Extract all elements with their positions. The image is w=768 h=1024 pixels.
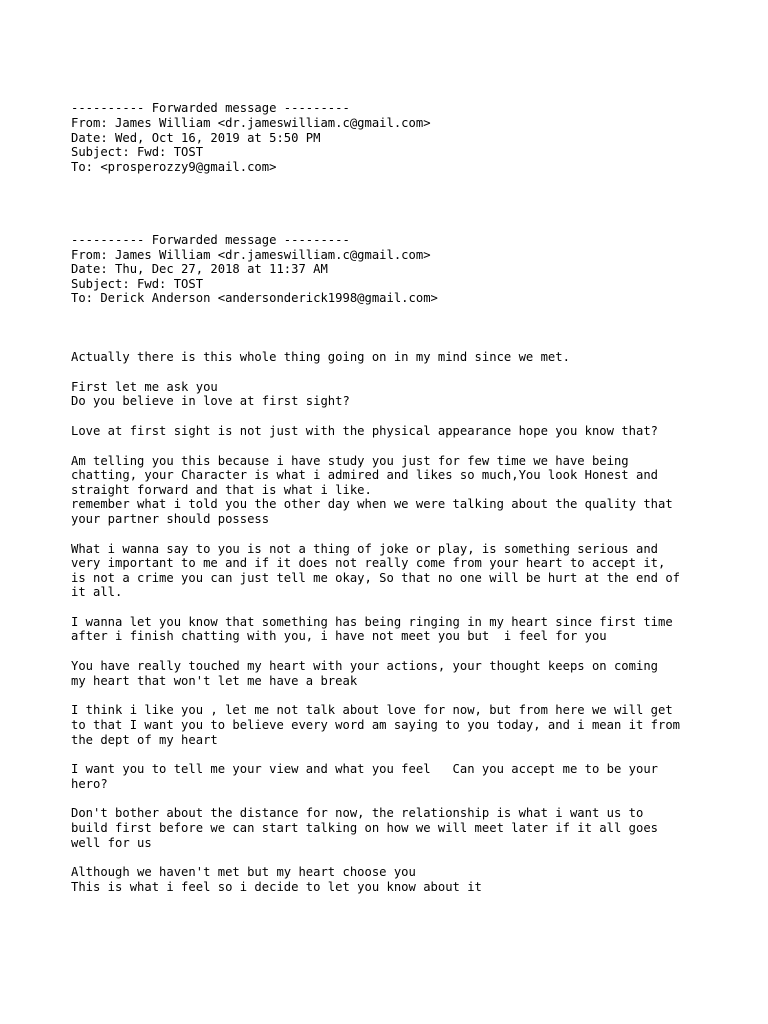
body-line: First let me ask you <box>71 380 218 394</box>
body-line: build first before we can start talking on how we will meet later if it all goes <box>71 821 658 835</box>
from-line: From: James William <dr.jameswilliam.c@gmail.com> <box>71 248 431 262</box>
body-line: chatting, your Character is what i admired and likes so much,You look Honest and <box>71 468 658 482</box>
body-line: Actually there is this whole thing going on in my mind since we met. <box>71 350 570 364</box>
body-line: Am telling you this because i have study you just for few time we have being <box>71 454 629 468</box>
body-line: after i finish chatting with you, i have not meet you but i feel for you <box>71 629 607 643</box>
body-line: to that I want you to believe every word am saying to you today, and i mean it from <box>71 718 681 732</box>
body-line: Although we haven't met but my heart choose you <box>71 865 416 879</box>
subject-line: Subject: Fwd: TOST <box>71 145 204 159</box>
body-line: I wanna let you know that something has being ringing in my heart since first time <box>71 615 673 629</box>
forward-separator: ---------- Forwarded message --------- <box>71 233 350 247</box>
body-line: What i wanna say to you is not a thing of joke or play, is something serious and <box>71 542 658 556</box>
body-line: hero? <box>71 777 108 791</box>
body-line: I think i like you , let me not talk about love for now, but from here we will get <box>71 703 673 717</box>
forward-separator: ---------- Forwarded message --------- <box>71 101 350 115</box>
to-line: To: Derick Anderson <andersonderick1998@gmail.com> <box>71 291 438 305</box>
body-line: Do you believe in love at first sight? <box>71 394 350 408</box>
body-line: This is what i feel so i decide to let you know about it <box>71 880 482 894</box>
body-line: Love at first sight is not just with the physical appearance hope you know that? <box>71 424 658 438</box>
body-line: well for us <box>71 836 152 850</box>
body-line: your partner should possess <box>71 512 270 526</box>
body-line: is not a crime you can just tell me okay, So that no one will be hurt at the end of <box>71 571 681 585</box>
body-line: You have really touched my heart with your actions, your thought keeps on coming <box>71 659 658 673</box>
body-line: I want you to tell me your view and what you feel Can you accept me to be your <box>71 762 658 776</box>
body-line: remember what i told you the other day when we were talking about the quality that <box>71 497 673 511</box>
to-line: To: <prosperozzy9@gmail.com> <box>71 160 277 174</box>
body-line: my heart that won't let me have a break <box>71 674 358 688</box>
body-line: straight forward and that is what i like. <box>71 483 372 497</box>
date-line: Date: Wed, Oct 16, 2019 at 5:50 PM <box>71 131 321 145</box>
body-line: very important to me and if it does not really come from your heart to accept it, <box>71 556 666 570</box>
body-line: it all. <box>71 585 123 599</box>
from-line: From: James William <dr.jameswilliam.c@gmail.com> <box>71 116 431 130</box>
subject-line: Subject: Fwd: TOST <box>71 277 204 291</box>
body-line: Don't bother about the distance for now, the relationship is what i want us to <box>71 806 644 820</box>
body-line: the dept of my heart <box>71 733 218 747</box>
date-line: Date: Thu, Dec 27, 2018 at 11:37 AM <box>71 262 328 276</box>
